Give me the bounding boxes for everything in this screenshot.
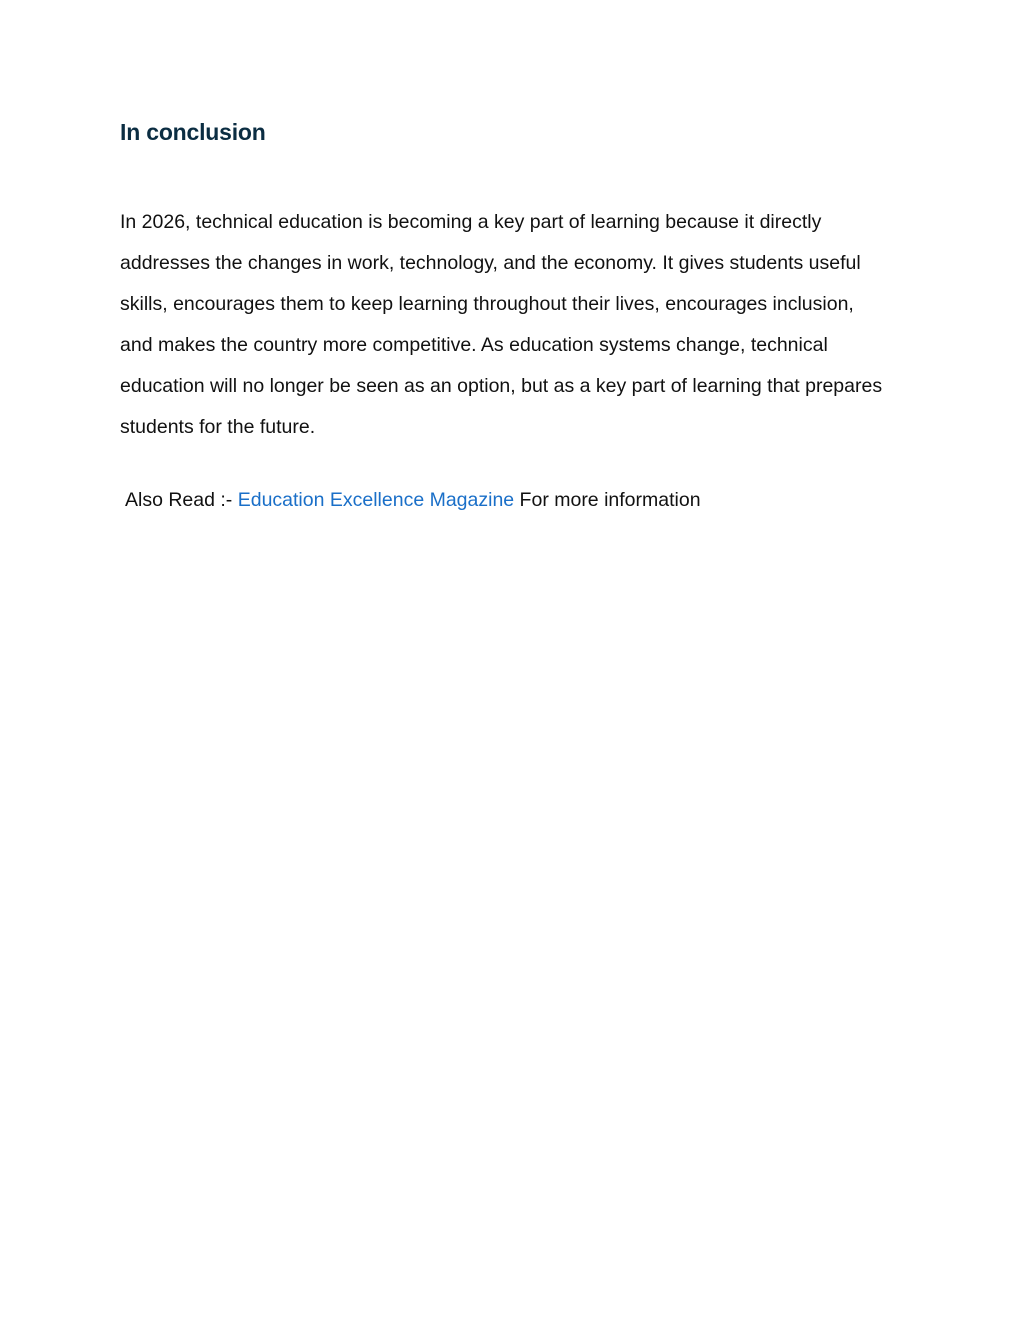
paragraph-line: skills, encourages them to keep learning throughout their lives, encourages inclusion, xyxy=(120,293,854,315)
paragraph-line: education will no longer be seen as an option, but as a key part of learning that prepares xyxy=(120,375,883,397)
conclusion-paragraph xyxy=(120,202,920,448)
also-read-suffix: For more information xyxy=(514,489,701,511)
paragraph-line: In 2026, technical education is becoming a key part of learning because it directly xyxy=(120,211,822,233)
section-heading: In conclusion xyxy=(120,119,266,145)
also-read-line xyxy=(125,481,701,519)
paragraph-line: students for the future. xyxy=(120,416,316,438)
education-excellence-magazine-link[interactable]: Education Excellence Magazine xyxy=(237,489,515,511)
paragraph-line: addresses the changes in work, technology, and the economy. It gives students useful xyxy=(120,252,861,274)
also-read-prefix: Also Read :- xyxy=(125,489,238,511)
paragraph-line: and makes the country more competitive. As education systems change, technical xyxy=(120,334,828,356)
